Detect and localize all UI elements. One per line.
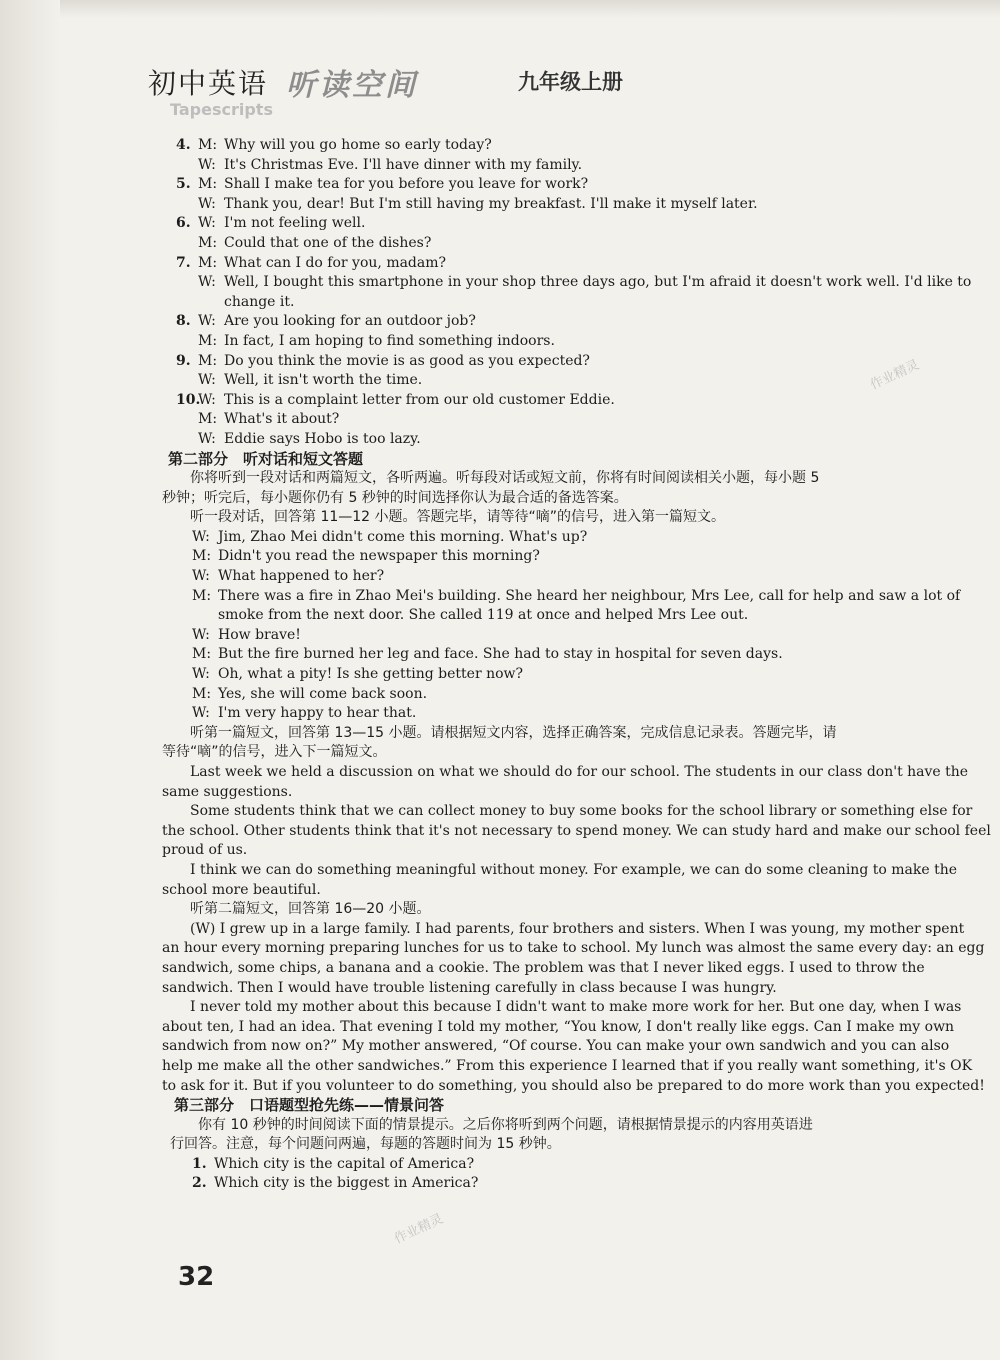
dialogue-line: [192, 704, 942, 724]
passage-line: Last week we held a discussion on what we should do for our school. The students in our class don't have the: [190, 764, 969, 780]
dialogue-text: Shall I make tea for you before you leave for work?: [224, 176, 589, 193]
dialogue-text: Oh, what a pity! Is she getting better now?: [218, 666, 524, 683]
speaker-label: W:: [198, 195, 216, 212]
conversation: [192, 528, 961, 724]
speaker-label: W:: [198, 391, 216, 408]
instruction-text: 听一段对话，回答第 11—12 小题。答题完毕，请等待“嘀”的信号，进入第一篇短文。: [190, 509, 726, 526]
speaker-label: M:: [198, 234, 218, 251]
question-item: [192, 1155, 942, 1175]
dialogue-text: It's Christmas Eve. I'll have dinner with my family.: [224, 156, 583, 173]
passage-line: help me make all the other sandwiches.” From this experience I learned that if you really want something, it's OK: [162, 1057, 973, 1074]
speaker-label: M:: [198, 137, 218, 153]
question-list: [192, 1155, 942, 1194]
speaker-label: M:: [198, 254, 218, 271]
speaker-label: W:: [198, 156, 216, 173]
item-number: 9.: [176, 352, 191, 369]
passage-line: I think we can do something meaningful without money. For example, we can do some cleaning to make the: [190, 861, 958, 878]
grade-label: 九年级上册: [518, 70, 623, 94]
instruction-text: 你有 10 秒钟的时间阅读下面的情景提示。之后你将听到两个问题，请根据情景提示的内容用英语进: [198, 1116, 813, 1133]
passage-line: an hour every morning preparing lunches for us to take to school. My lunch was almost the same every day: an egg: [162, 940, 985, 957]
dialogue-text: But the fire burned her leg and face. She had to stay in hospital for seven days.: [218, 646, 783, 663]
page-edge: [0, 0, 1000, 18]
passage-line: sandwich. Then I would have trouble listening carefully in class because I was hungry.: [162, 979, 777, 996]
section-title: 第二部分 听对话和短文答题: [168, 449, 364, 468]
dialogue-line: [176, 312, 942, 332]
dialogue-line: [176, 254, 942, 274]
passage-line: I never told my mother about this because I didn't want to make more work for her. But one day, when I was: [190, 999, 962, 1016]
dialogue-line: [192, 685, 942, 705]
dialogue-text: Didn't you read the newspaper this morning?: [218, 548, 540, 565]
passage-two: [162, 920, 985, 1096]
dialogue-line: [192, 587, 961, 607]
instruction-text: 听第二篇短文，回答第 16—20 小题。: [190, 901, 431, 918]
page-edge-left: [0, 0, 60, 1360]
dialogue-text: Eddie says Hobo is too lazy.: [224, 430, 421, 447]
speaker-label: W:: [192, 568, 210, 585]
speaker-label: W:: [192, 666, 210, 683]
dialogue-line: [192, 626, 942, 646]
speaker-label: M:: [192, 646, 212, 663]
question-text: Which city is the capital of America?: [214, 1155, 475, 1172]
item-number: 4.: [176, 137, 191, 153]
speaker-label: W:: [198, 430, 216, 447]
dialogue-text: What's it about?: [224, 411, 340, 428]
instruction-text: 行回答。注意，每个问题问两遍，每题的答题时间为 15 秒钟。: [170, 1136, 561, 1153]
tapescripts-label: Tapescripts: [170, 100, 273, 119]
dialogue-text: This is a complaint letter from our old customer Eddie.: [224, 391, 615, 408]
question-text: Which city is the biggest in America?: [214, 1175, 479, 1192]
dialogue-line: [176, 214, 942, 234]
dialogue-line: [192, 567, 942, 587]
dialogue-text: Yes, she will come back soon.: [218, 685, 428, 702]
passage-line: proud of us.: [162, 842, 248, 859]
dialogue-text: What can I do for you, madam?: [224, 254, 447, 271]
speaker-label: M:: [198, 411, 218, 428]
speaker-label: W:: [198, 274, 216, 291]
dialogue-text: Are you looking for an outdoor job?: [224, 313, 476, 330]
dialogue-line: [176, 195, 942, 215]
dialogue-text: change it.: [224, 293, 295, 310]
dialogue-text: Thank you, dear! But I'm still having my breakfast. I'll make it myself later.: [224, 195, 758, 212]
dialogue-text: Do you think the movie is as good as you expected?: [224, 352, 590, 369]
item-number: 5.: [176, 176, 191, 193]
passage-line: the school. Other students think that it's not necessary to spend money. We can study hard and make our school feel: [162, 822, 991, 839]
page-number: 32: [178, 1262, 215, 1292]
passage-line: sandwich from now on?” My mother answered, “Of course. You can make your own sandwich and you can also: [162, 1038, 950, 1055]
dialogue-line: [192, 645, 942, 665]
dialogue-line: [176, 293, 942, 313]
instruction-text: 听第一篇短文，回答第 13—15 小题。请根据短文内容，选择正确答案，完成信息记录表。答题完毕，请: [190, 724, 837, 741]
speaker-label: W:: [192, 528, 210, 545]
dialogue-text: In fact, I am hoping to find something indoors.: [224, 332, 555, 349]
speaker-label: M:: [192, 587, 212, 604]
dialogue-line: [176, 136, 942, 156]
passage-line: school more beautiful.: [162, 881, 321, 898]
speaker-label: W:: [198, 313, 216, 330]
passage-line: to ask for it. But if you volunteer to do something, you should also be prepared to do more work than you expected!: [162, 1077, 985, 1094]
instruction-text: 等待“嘀”的信号，进入下一篇短文。: [162, 744, 387, 761]
watermark-stamp: 作业精灵: [392, 1211, 446, 1248]
dialogue-text: Why will you go home so early today?: [224, 137, 492, 153]
passage-line: about ten, I had an idea. That evening I told my mother, “You know, I don't really like eggs. Can I make my own: [162, 1018, 955, 1035]
dialogue-line: [176, 273, 972, 293]
passage-one: [162, 763, 991, 900]
passage-line: sandwich, some chips, a banana and a cookie. The problem was that I never liked eggs. I used to throw the: [162, 959, 925, 976]
dialogue-line: [176, 156, 942, 176]
speaker-label: M:: [198, 332, 218, 349]
passage-line: same suggestions.: [162, 783, 293, 800]
speaker-label: M:: [192, 685, 212, 702]
item-number: 6.: [176, 215, 191, 232]
dialogue-line: [192, 606, 942, 626]
dialogue-text: Well, it isn't worth the time.: [224, 372, 423, 389]
series-title: 初中英语: [148, 67, 269, 100]
page-header: [148, 60, 928, 120]
item-number: 8.: [176, 313, 191, 330]
speaker-label: W:: [198, 372, 216, 389]
dialogue-line: [176, 371, 942, 391]
dialogue-text: What happened to her?: [218, 568, 385, 585]
speaker-label: W:: [198, 215, 216, 232]
dialogue-line: [176, 391, 942, 411]
speaker-label: M:: [198, 176, 218, 193]
dialogue-line: [176, 410, 942, 430]
dialogue-text: There was a fire in Zhao Mei's building. She heard her neighbour, Mrs Lee, call for help and saw a lot of: [218, 587, 961, 604]
dialogue-text: I'm very happy to hear that.: [218, 705, 417, 722]
dialogue-text: How brave!: [218, 626, 301, 643]
dialogue-line: [176, 332, 942, 352]
section-title: 第三部分 口语题型抢先练——情景问答: [174, 1096, 445, 1115]
dialogue-text: I'm not feeling well.: [224, 215, 366, 232]
dialogue-text: Could that one of the dishes?: [224, 234, 432, 251]
part1-dialogues: [176, 136, 972, 450]
question-number: 1.: [192, 1155, 207, 1172]
dialogue-line: [176, 234, 942, 254]
question-item: [192, 1174, 942, 1194]
instruction-text: 秒钟；听完后，每小题你仍有 5 秒钟的时间选择你认为最合适的备选答案。: [162, 489, 628, 506]
speaker-label: W:: [192, 705, 210, 722]
brand-title: 听读空间: [286, 68, 418, 103]
item-number: 7.: [176, 254, 191, 271]
dialogue-line: [176, 352, 942, 372]
dialogue-text: Well, I bought this smartphone in your shop three days ago, but I'm afraid it doesn't work well. I'd like to: [224, 274, 972, 291]
dialogue-line: [176, 430, 942, 450]
dialogue-line: [192, 665, 942, 685]
passage-line: Some students think that we can collect money to buy some books for the school library or something else for: [190, 803, 973, 820]
speaker-label: M:: [198, 352, 218, 369]
dialogue-text: Jim, Zhao Mei didn't come this morning. What's up?: [218, 528, 588, 545]
speaker-label: M:: [192, 548, 212, 565]
dialogue-text: smoke from the next door. She called 119 at once and helped Mrs Lee out.: [218, 607, 749, 624]
passage-line: (W) I grew up in a large family. I had parents, four brothers and sisters. When I was young, my mother spent: [190, 920, 965, 937]
speaker-label: W:: [192, 626, 210, 643]
question-number: 2.: [192, 1175, 207, 1192]
watermark-stamp: 作业精灵: [868, 357, 922, 394]
instruction-text: 你将听到一段对话和两篇短文，各听两遍。听每段对话或短文前，你将有时间阅读相关小题，每小题 5: [190, 470, 820, 487]
tapescript-content: [162, 136, 991, 1194]
dialogue-line: [192, 547, 942, 567]
item-number: 10.: [176, 391, 201, 408]
dialogue-line: [176, 175, 942, 195]
dialogue-line: [192, 528, 942, 548]
